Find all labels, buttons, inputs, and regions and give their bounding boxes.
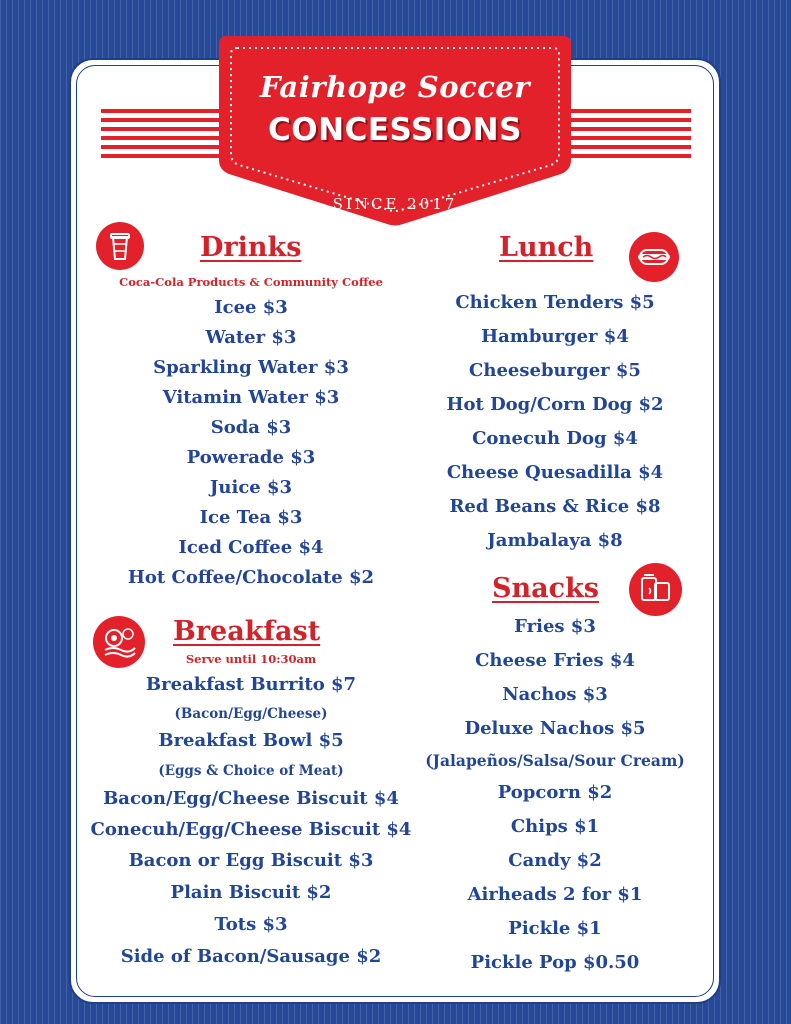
list-item: Tots $3 <box>214 914 288 935</box>
drinks-heading: Drinks <box>200 232 302 263</box>
list-item: Soda $3 <box>210 417 292 438</box>
list-item: Pickle Pop $0.50 <box>470 952 640 973</box>
list-item: Popcorn $2 <box>497 782 613 803</box>
list-item: Red Beans & Rice $8 <box>449 496 661 517</box>
coffee-cup-icon <box>96 222 144 270</box>
breakfast-subtitle: Serve until 10:30am <box>185 652 317 666</box>
list-item: (Eggs & Choice of Meat) <box>158 763 344 779</box>
list-item: Breakfast Burrito $7 <box>145 674 357 695</box>
header-main-title: CONCESSIONS <box>268 112 522 148</box>
list-item: Deluxe Nachos $5 <box>464 718 646 739</box>
list-item: Sparkling Water $3 <box>153 357 349 378</box>
list-item: Hot Dog/Corn Dog $2 <box>446 394 664 415</box>
list-item: Jambalaya $8 <box>487 530 623 551</box>
list-item: (Jalapeños/Salsa/Sour Cream) <box>425 751 685 770</box>
list-item: Conecuh Dog $4 <box>472 428 638 449</box>
snacks-heading: Snacks <box>492 573 599 604</box>
list-item: Cheese Quesadilla $4 <box>446 462 664 483</box>
drinks-subtitle: Coca-Cola Products & Community Coffee <box>119 275 383 289</box>
list-item: Fries $3 <box>514 616 596 637</box>
list-item: Cheeseburger $5 <box>469 360 641 381</box>
list-item: Chips $1 <box>510 816 600 837</box>
list-item: Ice Tea $3 <box>199 507 303 528</box>
list-item: Icee $3 <box>214 297 288 318</box>
list-item: Iced Coffee $4 <box>178 537 324 558</box>
list-item: Powerade $3 <box>186 447 316 468</box>
header-script-title: Fairhope Soccer <box>259 70 531 104</box>
list-item: Vitamin Water $3 <box>162 387 340 408</box>
list-item: Conecuh/Egg/Cheese Biscuit $4 <box>90 819 412 840</box>
lunch-heading: Lunch <box>499 232 594 263</box>
list-item: Bacon or Egg Biscuit $3 <box>128 850 374 871</box>
list-item: Bacon/Egg/Cheese Biscuit $4 <box>103 788 399 809</box>
list-item: Juice $3 <box>209 477 293 498</box>
list-item: Chicken Tenders $5 <box>455 292 655 313</box>
snack-bag-icon <box>629 563 682 616</box>
list-item: Airheads 2 for $1 <box>467 884 643 905</box>
list-item: Water $3 <box>205 327 297 348</box>
hot-dog-icon <box>629 232 679 282</box>
list-item: Pickle $1 <box>508 918 602 939</box>
list-item: Cheese Fries $4 <box>475 650 635 671</box>
list-item: Hamburger $4 <box>481 326 629 347</box>
list-item: Side of Bacon/Sausage $2 <box>120 946 382 967</box>
header-banner <box>213 32 577 228</box>
list-item: Plain Biscuit $2 <box>170 882 332 903</box>
list-item: Hot Coffee/Chocolate $2 <box>127 567 375 588</box>
list-item: (Bacon/Egg/Cheese) <box>174 706 328 722</box>
list-item: Nachos $3 <box>502 684 608 705</box>
header-since: SINCE 2017 <box>332 195 458 213</box>
list-item: Breakfast Bowl $5 <box>158 730 344 751</box>
breakfast-heading: Breakfast <box>173 616 321 647</box>
list-item: Candy $2 <box>508 850 602 871</box>
